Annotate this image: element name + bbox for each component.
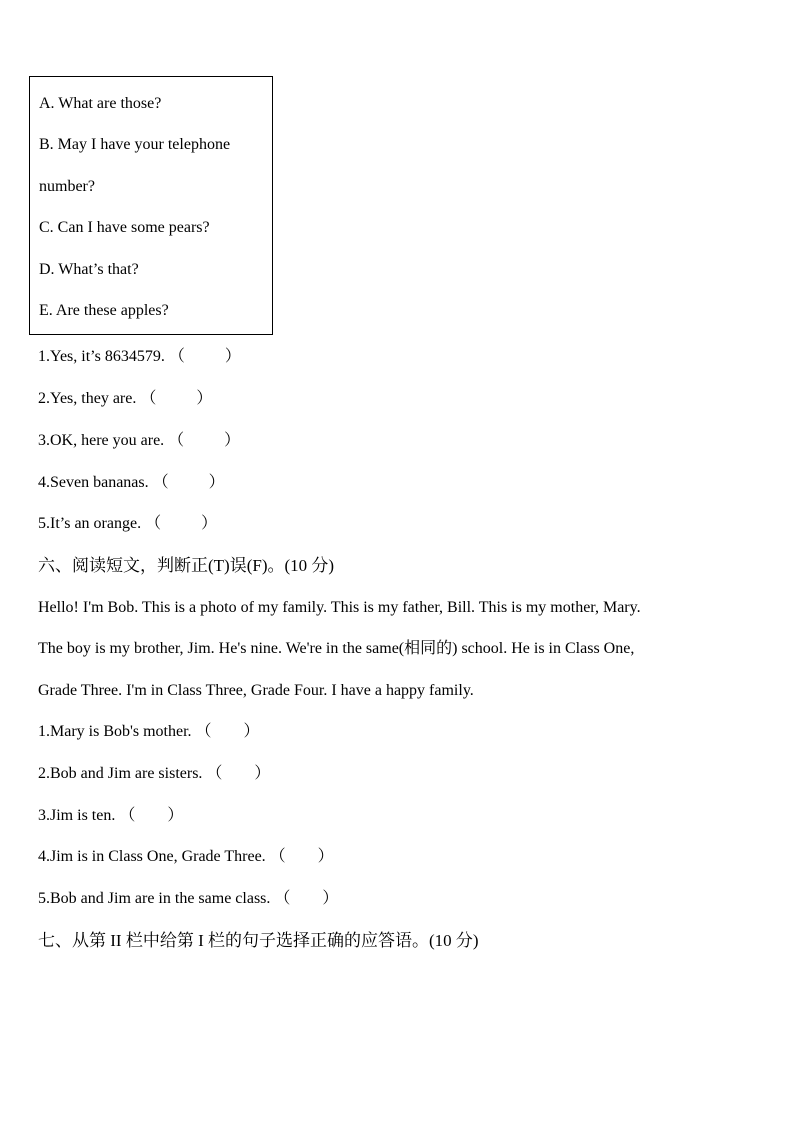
section6-question-4 <box>38 847 334 867</box>
option-b: B. May I have your telephone <box>39 136 231 153</box>
section5-question-3 <box>38 431 240 451</box>
question-text: 4.Jim is in Class One, Grade Three. <box>38 848 266 865</box>
question-text: 5.Bob and Jim are in the same class. <box>38 890 271 907</box>
option-b-continued: number? <box>39 178 95 195</box>
answer-blank[interactable]: （ ） <box>140 390 213 407</box>
section6-question-2 <box>38 764 270 784</box>
option-a: A. What are those? <box>39 95 162 112</box>
question-text: 3.OK, here you are. <box>38 432 165 449</box>
passage-line-2: The boy is my brother, Jim. He's nine. We're in the same(相同的) school. He is in Class One, <box>38 640 635 657</box>
section6-question-1 <box>38 722 260 742</box>
question-text: 1.Yes, it’s 8634579. <box>38 348 165 365</box>
question-text: 5.It’s an orange. <box>38 515 142 532</box>
question-text: 1.Mary is Bob's mother. <box>38 723 192 740</box>
answer-blank[interactable]: （ ） <box>119 807 184 824</box>
answer-blank[interactable]: （ ） <box>152 474 225 491</box>
question-text: 3.Jim is ten. <box>38 807 116 824</box>
option-d: D. What’s that? <box>39 261 139 278</box>
answer-blank[interactable]: （ ） <box>168 348 241 365</box>
section6-question-5 <box>38 889 338 909</box>
passage-line-3: Grade Three. I'm in Class Three, Grade Four. I have a happy family. <box>38 682 474 699</box>
section7-heading: 七、从第 II 栏中给第 I 栏的句子选择正确的应答语。(10 分) <box>38 931 479 950</box>
answer-blank[interactable]: （ ） <box>145 515 218 532</box>
answer-blank[interactable]: （ ） <box>274 890 339 907</box>
section6-heading: 六、阅读短文，判断正(T)误(F)。(10 分) <box>38 556 335 575</box>
option-e: E. Are these apples? <box>39 302 169 319</box>
section5-question-2 <box>38 389 212 409</box>
section5-question-1 <box>38 347 241 367</box>
passage-line-1: Hello! I'm Bob. This is a photo of my family. This is my father, Bill. This is my mother, Mary. <box>38 599 641 616</box>
question-text: 2.Bob and Jim are sisters. <box>38 765 203 782</box>
answer-blank[interactable]: （ ） <box>269 848 334 865</box>
section6-question-3 <box>38 806 183 826</box>
question-text: 2.Yes, they are. <box>38 390 137 407</box>
answer-blank[interactable]: （ ） <box>206 765 271 782</box>
section5-question-5 <box>38 514 217 534</box>
answer-blank[interactable]: （ ） <box>168 432 241 449</box>
question-text: 4.Seven bananas. <box>38 474 149 491</box>
answer-blank[interactable]: （ ） <box>195 723 260 740</box>
answer-options-box <box>29 76 273 335</box>
option-c: C. Can I have some pears? <box>39 219 210 236</box>
section5-question-4 <box>38 473 225 493</box>
